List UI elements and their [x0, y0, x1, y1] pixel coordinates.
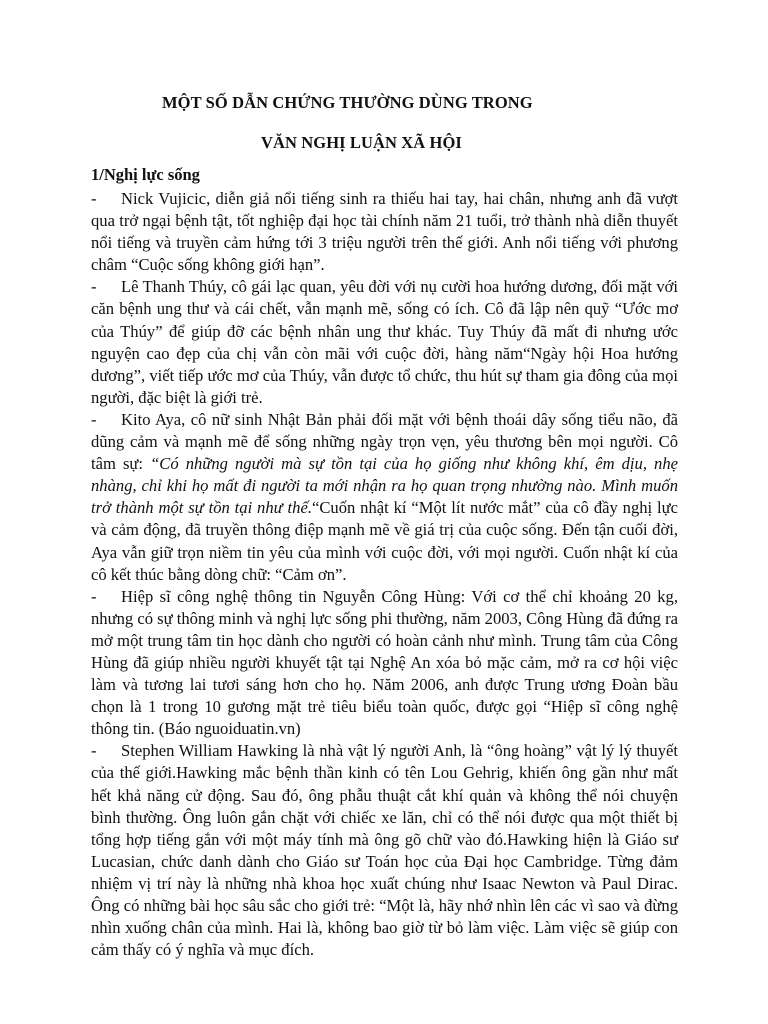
- paragraph-text: Kito Aya, cô nữ sinh Nhật Bản phải đối mặt với bệnh thoái dây sống tiểu não, đã dũng cảm và mạnh mẽ để sống những ngày trọn vẹn, yêu thương bên mọi người. Cô tâm sự:: [91, 409, 678, 474]
- list-dash: -: [91, 277, 97, 297]
- paragraph-text: “Cuốn nhật kí “Một lít nước mắt” của cô đầy nghị lực và cảm động, đã truyền thông điệp mạnh mẽ về giá trị của cuộc sống. Đến tận cuối đời, Aya vẫn giữ trọn niềm tin yêu của mình với cuộc đời, với mọi người. Cuốn nhật kí của cô kết thúc bằng dòng chữ: “Cảm ơn”.: [91, 498, 678, 584]
- document-title-line-2: VĂN NGHỊ LUẬN XÃ HỘI: [261, 133, 462, 152]
- list-dash: -: [91, 586, 97, 606]
- paragraph-quote-italic: “Có những người mà sự tồn tại của họ giống như không khí, êm dịu, nhẹ nhàng, chỉ khi họ mất đi người ta mới nhận ra họ quan trọng nhường nào. Mình muốn trở thành một sự tồn tại như thế.: [91, 454, 678, 518]
- paragraph-stephen-hawking: [91, 740, 678, 961]
- paragraph-le-thanh-thuy: [91, 276, 678, 409]
- list-dash: -: [91, 741, 97, 761]
- list-dash: -: [91, 189, 97, 208]
- paragraph-text: Hiệp sĩ công nghệ thông tin Nguyễn Công Hùng: Với cơ thể chỉ khoảng 20 kg, nhưng có sự thông minh và nghị lực sống phi thường, năm 2003, Công Hùng đã đứng ra mở một trung tâm tin học dành cho người có hoàn cảnh như mình. Trung tâm của Công Hùng đã giúp nhiều người khuyết tật tại Nghệ An xóa bỏ mặc cảm, mở ra cơ hội việc làm và tương lai tươi sáng hơn cho họ. Năm 2006, anh được Trung ương Đoàn bầu chọn là 1 trong 10 gương mặt trẻ tiêu biểu toàn quốc, được gọi “Hiệp sĩ công nghệ thông tin. (Báo nguoiduatin.vn): [91, 586, 679, 739]
- document-body: [91, 188, 678, 961]
- document-title-line-1: MỘT SỐ DẪN CHỨNG THƯỜNG DÙNG TRONG: [162, 93, 533, 112]
- section-heading: 1/Nghị lực sống: [91, 165, 200, 184]
- paragraph-text: Nick Vujicic, diễn giả nổi tiếng sinh ra thiếu hai tay, hai chân, nhưng anh đã vượt qua trở ngại bệnh tật, tốt nghiệp đại học tài chính năm 21 tuổi, trở thành nhà diễn thuyết nổi tiếng và truyền cảm hứng tới 3 triệu người trên thế giới. Anh nổi tiếng với phương châm “Cuộc sống không giới hạn”.: [91, 189, 678, 275]
- paragraph-text: Lê Thanh Thúy, cô gái lạc quan, yêu đời với nụ cười hoa hướng dương, đối mặt với căn bệnh ung thư và cái chết, vẫn mạnh mẽ, sống có ích. Cô đã lập nên quỹ “Ước mơ của Thúy” để giúp đỡ các bệnh nhân ung thư khác. Tuy Thúy đã mất đi nhưng ước nguyện cao đẹp của chị vẫn còn mãi với cuộc đời, hàng năm“Ngày hội Hoa hướng dương”, viết tiếp ước mơ của Thúy, vẫn được tổ chức, thu hút sự tham gia đông của mọi người, đặc biệt là giới trẻ.: [91, 277, 678, 407]
- list-dash: -: [91, 409, 97, 429]
- paragraph-text: Stephen William Hawking là nhà vật lý người Anh, là “ông hoàng” vật lý lý thuyết của thế giới.Hawking mắc bệnh thần kinh có tên Lou Gehrig, khiến ông gần như mất hết khả năng cử động. Sau đó, ông phẫu thuật cắt khí quản và không thể nói chuyện bình thường. Ông luôn gắn chặt với chiếc xe lăn, chỉ có thể nói được qua một thiết bị tổng hợp tiếng gắn với một máy tính mà ông gõ chữ vào đó.Hawking hiện là Giáo sư Lucasian, chức danh dành cho Giáo sư Toán học của Đại học Cambridge. Từng đảm nhiệm vị trí này là những nhà khoa học xuất chúng như Isaac Newton và Paul Dirac. Ông có những bài học sâu sắc cho giới trẻ: “Một là, hãy nhớ nhìn lên các vì sao và đừng nhìn xuống chân của mình. Hai là, không bao giờ từ bỏ làm việc. Làm việc sẽ giúp con cảm thấy có ý nghĩa và mục đích.: [91, 741, 678, 960]
- paragraph-kito-aya: [91, 409, 678, 586]
- paragraph-nguyen-cong-hung: [91, 586, 678, 741]
- paragraph-nick-vujicic: [91, 188, 678, 276]
